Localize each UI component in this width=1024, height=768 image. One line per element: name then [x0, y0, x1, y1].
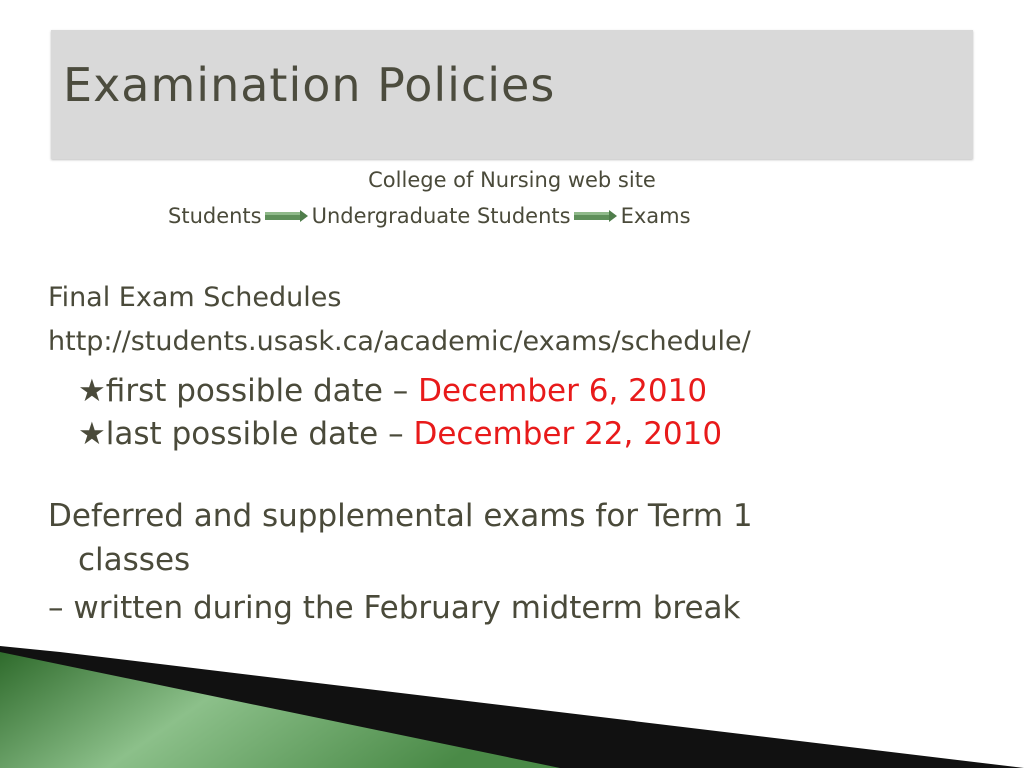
light-green-wedge — [0, 648, 1024, 768]
first-date-label: first possible date – — [105, 373, 419, 409]
schedules-heading: Final Exam Schedules — [48, 282, 342, 313]
black-stripe — [0, 646, 1024, 768]
deferred-detail: – written during the February midterm break — [48, 590, 741, 626]
source-line: College of Nursing web site — [368, 168, 656, 192]
title-bar — [51, 30, 973, 159]
list-item-last-date — [78, 413, 988, 456]
first-date-value: December 6, 2010 — [418, 373, 708, 409]
path-item-students: Students — [168, 204, 262, 228]
arrow-right-icon — [573, 208, 619, 224]
schedule-url: http://students.usask.ca/academic/exams/schedule/ — [48, 326, 751, 357]
slide-body — [48, 280, 988, 630]
path-item-undergraduate: Undergraduate Students — [311, 204, 571, 228]
slide-title: Examination Policies — [63, 58, 556, 112]
green-wedge — [0, 652, 560, 768]
last-date-value: December 22, 2010 — [413, 416, 723, 452]
path-item-exams: Exams — [620, 204, 691, 228]
deferred-heading-line2: classes — [78, 542, 191, 578]
arrow-right-icon — [264, 208, 310, 224]
star-icon: ★ — [78, 416, 106, 452]
deferred-heading — [48, 494, 988, 582]
breadcrumb — [168, 204, 691, 228]
deferred-heading-line1: Deferred and supplemental exams for Term 1 — [48, 498, 753, 534]
list-item-first-date — [78, 370, 988, 413]
date-list — [78, 370, 988, 456]
last-date-label: last possible date – — [105, 416, 414, 452]
star-icon: ★ — [78, 373, 106, 409]
